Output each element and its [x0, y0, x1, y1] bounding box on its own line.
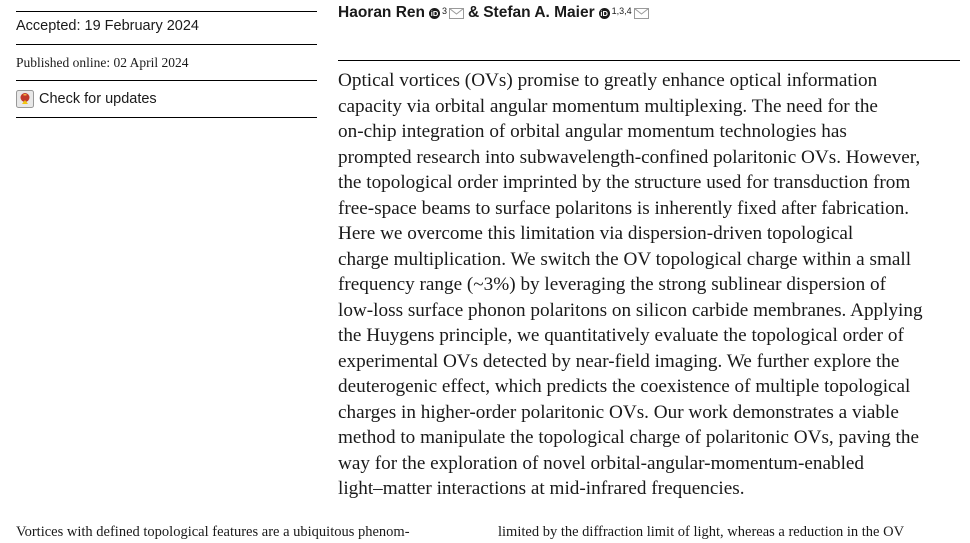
abstract-line: charge multiplication. We switch the OV topological charge within a small: [338, 248, 912, 270]
abstract-line: prompted research into subwavelength-confined polaritonic OVs. However,: [338, 146, 921, 168]
email-icon[interactable]: [449, 8, 464, 19]
email-icon[interactable]: [634, 8, 649, 19]
abstract-line: way for the exploration of novel orbital-angular-momentum-enabled: [338, 452, 865, 474]
abstract-line: experimental OVs detected by near-field imaging. We further explore the: [338, 350, 900, 372]
body-text-left-column: Vortices with defined topological features are a ubiquitous phenom-: [16, 524, 410, 540]
sidebar-top-rule: [16, 11, 317, 12]
affiliation-marker: 1,3,4: [611, 6, 632, 16]
abstract-line: light–matter interactions at mid-infrared frequencies.: [338, 478, 745, 499]
abstract-line: capacity via orbital angular momentum multiplexing. The need for the: [338, 95, 878, 117]
affiliation-marker: 3: [442, 6, 448, 16]
abstract-line: charges in higher-order polaritonic OVs. Our work demonstrates a viable: [338, 401, 899, 423]
abstract-line: the topological order imprinted by the structure used for transduction from: [338, 172, 911, 193]
author-name[interactable]: Haoran Ren: [338, 4, 425, 21]
abstract-line: Optical vortices (OVs) promise to greatly enhance optical information: [338, 70, 878, 91]
abstract-line: on-chip integration of orbital angular momentum technologies has: [338, 121, 847, 142]
abstract-line: the Huygens principle, we quantitatively evaluate the topological order of: [338, 325, 904, 346]
abstract-line: low-loss surface phonon polaritons on silicon carbide membranes. Applying: [338, 299, 923, 321]
orcid-icon[interactable]: iD: [430, 8, 439, 18]
sidebar-divider-1: [16, 44, 317, 45]
body-text-right-column: limited by the diffraction limit of light, whereas a reduction in the OV: [498, 524, 905, 540]
abstract-top-rule: [338, 60, 960, 61]
abstract-line: frequency range (~3%) by leveraging the strong sublinear dispersion of: [338, 274, 886, 295]
author-list: [338, 4, 649, 22]
check-for-updates-icon: [16, 90, 34, 108]
sidebar-bottom-rule: [16, 117, 317, 118]
abstract-line: deuterogenic effect, which predicts the coexistence of multiple topological: [338, 376, 911, 397]
check-for-updates-link[interactable]: [16, 90, 157, 108]
abstract-line: free-space beams to surface polaritons is inherently fixed after fabrication.: [338, 197, 910, 219]
check-for-updates-label: Check for updates: [39, 91, 157, 107]
author-name[interactable]: Stefan A. Maier: [483, 4, 595, 21]
abstract: [338, 68, 963, 502]
abstract-line: Here we overcome this limitation via dispersion-driven topological: [338, 223, 854, 244]
sidebar-divider-2: [16, 80, 317, 81]
author-connector: &: [468, 4, 480, 21]
orcid-icon[interactable]: iD: [600, 8, 608, 18]
published-date: Published online: 02 April 2024: [16, 55, 189, 70]
abstract-line: method to manipulate the topological charge of polaritonic OVs, paving the: [338, 427, 919, 448]
accepted-date: Accepted: 19 February 2024: [16, 18, 199, 34]
